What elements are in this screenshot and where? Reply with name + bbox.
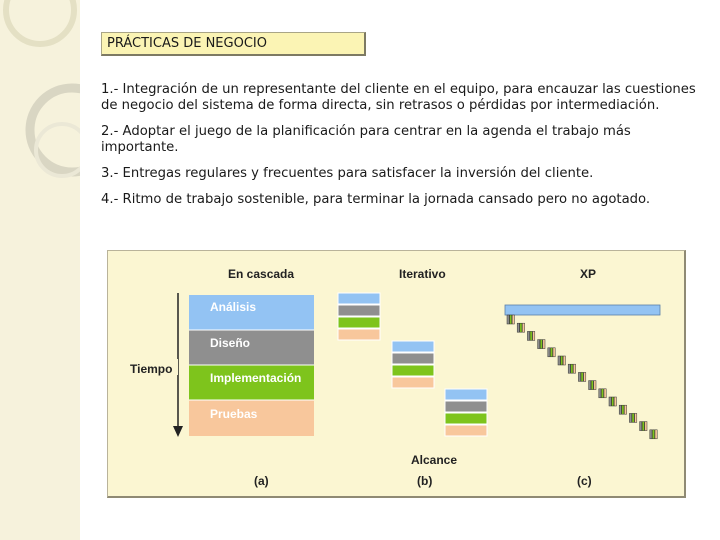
xp-iteration-step <box>640 422 647 431</box>
time-axis-arrow-icon <box>173 426 183 437</box>
methodology-diagram <box>107 250 686 498</box>
header-xp: XP <box>580 267 597 281</box>
xp-iteration-step <box>548 348 555 357</box>
iteration-stack-3 <box>445 389 487 436</box>
xp-micro-iterations <box>507 315 657 439</box>
xp-iteration-step <box>650 430 657 439</box>
practices-list <box>101 82 701 218</box>
phase-label-analisis: Análisis <box>210 300 257 314</box>
iteration-stack-2 <box>392 341 434 388</box>
caption-a: (a) <box>254 474 269 488</box>
xp-analysis-bar <box>505 305 660 315</box>
list-item: 2.- Adoptar el juego de la planificación para centrar en la agenda el trabajo más importante. <box>101 124 631 155</box>
xp-iteration-step <box>527 331 534 340</box>
xp-iteration-step <box>629 413 636 422</box>
xp-iteration-step <box>507 315 514 324</box>
xp-iteration-step <box>568 364 575 373</box>
phase-label-diseno: Diseño <box>210 336 251 350</box>
xp-iteration-step <box>558 356 565 365</box>
xp-iteration-step <box>589 381 596 390</box>
phase-label-pruebas: Pruebas <box>210 407 258 421</box>
xp-iteration-step <box>517 323 524 332</box>
list-item: 3.- Entregas regulares y frecuentes para satisfacer la inversión del cliente. <box>101 166 594 181</box>
scope-axis-label: Alcance <box>411 453 458 467</box>
slide-title: PRÁCTICAS DE NEGOCIO <box>101 32 366 56</box>
list-item: 1.- Integración de un representante del cliente en el equipo, para encauzar las cuestiones de negocio del sistema de forma directa, sin retrasos o pérdidas por intermediación. <box>101 82 696 113</box>
caption-c: (c) <box>577 474 592 488</box>
phase-label-implementacion: Implementación <box>210 371 302 385</box>
xp-iteration-step <box>619 405 626 414</box>
decorative-sidebar <box>0 0 80 540</box>
list-item: 4.- Ritmo de trabajo sostenible, para terminar la jornada cansado pero no agotado. <box>101 192 651 207</box>
iteration-stack-1 <box>338 293 380 340</box>
waterfall-design-block <box>189 330 314 365</box>
xp-iteration-step <box>609 397 616 406</box>
xp-iteration-step <box>538 340 545 349</box>
caption-b: (b) <box>417 474 433 488</box>
time-axis-label: Tiempo <box>130 362 173 376</box>
header-iterativo: Iterativo <box>399 267 446 281</box>
decorative-rings-icon <box>0 0 80 540</box>
xp-iteration-step <box>599 389 606 398</box>
header-cascada: En cascada <box>228 267 295 281</box>
xp-iteration-step <box>578 372 585 381</box>
